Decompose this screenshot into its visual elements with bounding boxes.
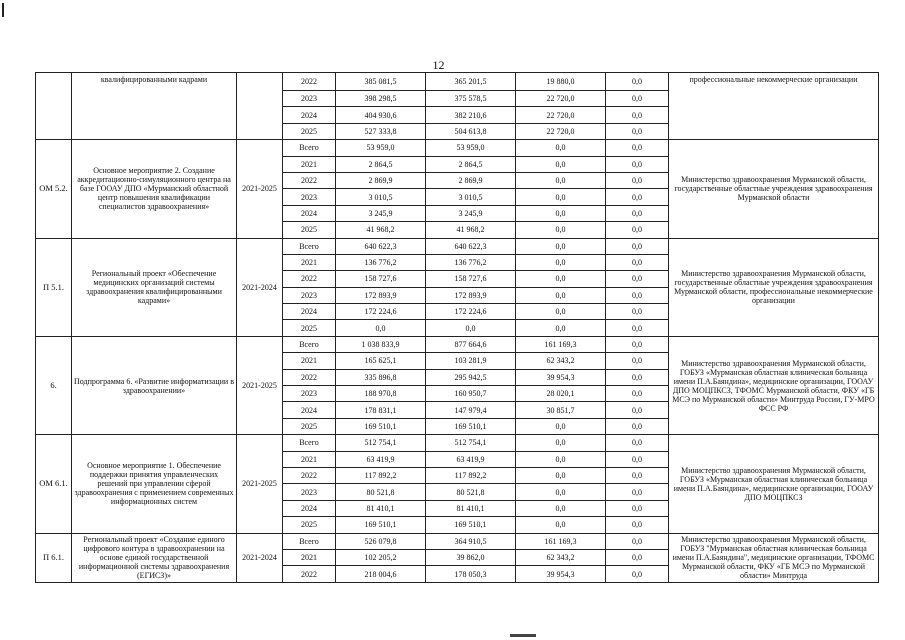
table-row — [36, 533, 879, 549]
financing-table — [35, 72, 879, 583]
other-sources-cell: 0,0 — [606, 353, 669, 369]
period-cell: 2021-2025 — [237, 140, 283, 238]
table-row — [36, 140, 879, 156]
measure-name-cell: Основное мероприятие 2. Создание аккредитационно-симуляционного центра на базе ГООАУ ДПО «Мурманский областной центр повышения квалификации специалистов здравоохранения» — [72, 140, 237, 238]
total-cell: 169 510,1 — [336, 517, 426, 533]
total-cell: 218 004,6 — [336, 566, 426, 582]
responsible-cell: Министерство здравоохранения Мурманской области, государственные областные учреждения здравоохранения Мурманской области — [669, 140, 879, 238]
federal-budget-cell: 161 169,3 — [516, 533, 606, 549]
other-sources-cell: 0,0 — [606, 222, 669, 238]
year-cell: 2022 — [283, 467, 336, 483]
year-cell: 2021 — [283, 156, 336, 172]
regional-budget-cell: 364 910,5 — [426, 533, 516, 549]
federal-budget-cell: 0,0 — [516, 156, 606, 172]
table-row — [36, 435, 879, 451]
measure-name-cell: Региональный проект «Обеспечение медицинских организаций системы здравоохранения квалифицированными кадрами» — [72, 238, 237, 336]
other-sources-cell: 0,0 — [606, 189, 669, 205]
other-sources-cell: 0,0 — [606, 156, 669, 172]
regional-budget-cell: 147 979,4 — [426, 402, 516, 418]
regional-budget-cell: 382 210,6 — [426, 107, 516, 123]
measure-name-cell: Региональный проект «Создание единого цифрового контура в здравоохранении на основе единой государственной информационной системы здравоохранения (ЕГИСЗ)» — [72, 533, 237, 582]
federal-budget-cell: 0,0 — [516, 189, 606, 205]
regional-budget-cell: 136 776,2 — [426, 254, 516, 270]
year-cell: Всего — [283, 435, 336, 451]
period-cell: 2021-2025 — [237, 336, 283, 434]
other-sources-cell: 0,0 — [606, 451, 669, 467]
regional-budget-cell: 53 959,0 — [426, 140, 516, 156]
year-cell: 2021 — [283, 549, 336, 565]
table-body — [36, 73, 879, 583]
other-sources-cell: 0,0 — [606, 107, 669, 123]
federal-budget-cell: 22 720,0 — [516, 123, 606, 139]
year-cell: 2022 — [283, 73, 336, 91]
other-sources-cell: 0,0 — [606, 566, 669, 582]
other-sources-cell: 0,0 — [606, 435, 669, 451]
other-sources-cell: 0,0 — [606, 533, 669, 549]
other-sources-cell: 0,0 — [606, 369, 669, 385]
year-cell: Всего — [283, 140, 336, 156]
regional-budget-cell: 81 410,1 — [426, 500, 516, 516]
regional-budget-cell: 178 050,3 — [426, 566, 516, 582]
regional-budget-cell: 103 281,9 — [426, 353, 516, 369]
period-cell — [237, 73, 283, 140]
federal-budget-cell: 28 020,1 — [516, 386, 606, 402]
total-cell: 1 038 833,9 — [336, 336, 426, 352]
total-cell: 117 892,2 — [336, 467, 426, 483]
federal-budget-cell: 30 851,7 — [516, 402, 606, 418]
year-cell: 2024 — [283, 304, 336, 320]
federal-budget-cell: 0,0 — [516, 517, 606, 533]
other-sources-cell: 0,0 — [606, 304, 669, 320]
measure-name-cell: квалифицированными кадрами — [72, 73, 237, 140]
federal-budget-cell: 19 880,0 — [516, 73, 606, 91]
row-code-cell: ОМ 5.2. — [36, 140, 72, 238]
year-cell: 2023 — [283, 484, 336, 500]
regional-budget-cell: 169 510,1 — [426, 418, 516, 434]
total-cell: 398 298,5 — [336, 91, 426, 107]
total-cell: 136 776,2 — [336, 254, 426, 270]
federal-budget-cell: 0,0 — [516, 451, 606, 467]
total-cell: 158 727,6 — [336, 271, 426, 287]
federal-budget-cell: 0,0 — [516, 484, 606, 500]
federal-budget-cell: 0,0 — [516, 500, 606, 516]
table-row — [36, 336, 879, 352]
regional-budget-cell: 375 578,5 — [426, 91, 516, 107]
year-cell: Всего — [283, 238, 336, 254]
page-number: 12 — [432, 58, 445, 72]
regional-budget-cell: 158 727,6 — [426, 271, 516, 287]
other-sources-cell: 0,0 — [606, 517, 669, 533]
regional-budget-cell: 3 245,9 — [426, 205, 516, 221]
total-cell: 63 419,9 — [336, 451, 426, 467]
regional-budget-cell: 160 950,7 — [426, 386, 516, 402]
period-cell: 2021-2024 — [237, 533, 283, 582]
federal-budget-cell: 0,0 — [516, 254, 606, 270]
year-cell: 2023 — [283, 287, 336, 303]
total-cell: 165 625,1 — [336, 353, 426, 369]
total-cell: 169 510,1 — [336, 418, 426, 434]
regional-budget-cell: 172 224,6 — [426, 304, 516, 320]
regional-budget-cell: 3 010,5 — [426, 189, 516, 205]
scan-corner-mark — [2, 3, 4, 17]
table-row — [36, 73, 879, 91]
other-sources-cell: 0,0 — [606, 418, 669, 434]
regional-budget-cell: 365 201,5 — [426, 73, 516, 91]
other-sources-cell: 0,0 — [606, 91, 669, 107]
other-sources-cell: 0,0 — [606, 386, 669, 402]
federal-budget-cell: 0,0 — [516, 287, 606, 303]
regional-budget-cell: 0,0 — [426, 320, 516, 336]
year-cell: 2024 — [283, 402, 336, 418]
year-cell: Всего — [283, 533, 336, 549]
period-cell: 2021-2024 — [237, 238, 283, 336]
federal-budget-cell: 0,0 — [516, 320, 606, 336]
year-cell: 2021 — [283, 353, 336, 369]
year-cell: 2025 — [283, 320, 336, 336]
other-sources-cell: 0,0 — [606, 140, 669, 156]
responsible-cell: Министерство здравоохранения Мурманской области, ГОБУЗ «Мурманская областная клиническая больница имени П.А.Баяндина», медицинские организации, ГООАУ ДПО МОЦПКСЗ, ТФОМС Мурманской области, ФКУ «ГБ МСЭ по Мурманской области» Минтруда России, ГУ-МРО ФСС РФ — [669, 336, 879, 434]
other-sources-cell: 0,0 — [606, 402, 669, 418]
total-cell: 178 831,1 — [336, 402, 426, 418]
federal-budget-cell: 0,0 — [516, 467, 606, 483]
year-cell: 2024 — [283, 107, 336, 123]
other-sources-cell: 0,0 — [606, 254, 669, 270]
row-code-cell: 6. — [36, 336, 72, 434]
federal-budget-cell: 62 343,2 — [516, 353, 606, 369]
regional-budget-cell: 63 419,9 — [426, 451, 516, 467]
year-cell: 2025 — [283, 418, 336, 434]
federal-budget-cell: 39 954,3 — [516, 566, 606, 582]
total-cell: 2 869,9 — [336, 172, 426, 188]
year-cell: 2025 — [283, 123, 336, 139]
total-cell: 53 959,0 — [336, 140, 426, 156]
other-sources-cell: 0,0 — [606, 205, 669, 221]
responsible-cell: Министерство здравоохранения Мурманской области, государственные областные учреждения здравоохранения Мурманской области, профессиональные некоммерческие организации — [669, 238, 879, 336]
regional-budget-cell: 117 892,2 — [426, 467, 516, 483]
year-cell: Всего — [283, 336, 336, 352]
year-cell: 2021 — [283, 254, 336, 270]
federal-budget-cell: 0,0 — [516, 304, 606, 320]
row-code-cell: ОМ 6.1. — [36, 435, 72, 533]
federal-budget-cell: 0,0 — [516, 172, 606, 188]
year-cell: 2025 — [283, 222, 336, 238]
regional-budget-cell: 80 521,8 — [426, 484, 516, 500]
other-sources-cell: 0,0 — [606, 549, 669, 565]
regional-budget-cell: 877 664,6 — [426, 336, 516, 352]
total-cell: 81 410,1 — [336, 500, 426, 516]
regional-budget-cell: 512 754,1 — [426, 435, 516, 451]
year-cell: 2024 — [283, 500, 336, 516]
federal-budget-cell: 39 954,3 — [516, 369, 606, 385]
regional-budget-cell: 169 510,1 — [426, 517, 516, 533]
total-cell: 172 224,6 — [336, 304, 426, 320]
federal-budget-cell: 0,0 — [516, 205, 606, 221]
regional-budget-cell: 295 942,5 — [426, 369, 516, 385]
year-cell: 2023 — [283, 386, 336, 402]
other-sources-cell: 0,0 — [606, 287, 669, 303]
other-sources-cell: 0,0 — [606, 238, 669, 254]
responsible-cell: Министерство здравоохранения Мурманской области, ГОБУЗ "Мурманская областная клиническая больница имени П.А.Баяндина", медицинские организации, ТФОМС Мурманской области, ФКУ «ГБ МСЭ по Мурманской области» Минтруда — [669, 533, 879, 582]
total-cell: 172 893,9 — [336, 287, 426, 303]
federal-budget-cell: 22 720,0 — [516, 91, 606, 107]
year-cell: 2022 — [283, 271, 336, 287]
measure-name-cell: Основное мероприятие 1. Обеспечение поддержки принятия управленческих решений при управлении сферой здравоохранения с применением современных информационных систем — [72, 435, 237, 533]
scan-bottom-mark — [510, 634, 536, 637]
federal-budget-cell: 0,0 — [516, 238, 606, 254]
total-cell: 102 205,2 — [336, 549, 426, 565]
other-sources-cell: 0,0 — [606, 336, 669, 352]
year-cell: 2023 — [283, 91, 336, 107]
federal-budget-cell: 0,0 — [516, 435, 606, 451]
total-cell: 404 930,6 — [336, 107, 426, 123]
other-sources-cell: 0,0 — [606, 467, 669, 483]
other-sources-cell: 0,0 — [606, 500, 669, 516]
regional-budget-cell: 41 968,2 — [426, 222, 516, 238]
total-cell: 527 333,8 — [336, 123, 426, 139]
total-cell: 2 864,5 — [336, 156, 426, 172]
table-row — [36, 238, 879, 254]
responsible-cell: Министерство здравоохранения Мурманской области, ГОБУЗ «Мурманская областная клиническая больница имени П.А.Баяндина», медицинские организации, ГООАУ ДПО МОЦПКСЗ — [669, 435, 879, 533]
regional-budget-cell: 172 893,9 — [426, 287, 516, 303]
period-cell: 2021-2025 — [237, 435, 283, 533]
total-cell: 640 622,3 — [336, 238, 426, 254]
regional-budget-cell: 39 862,0 — [426, 549, 516, 565]
responsible-cell: профессиональные некоммерческие организации — [669, 73, 879, 140]
year-cell: 2025 — [283, 517, 336, 533]
total-cell: 80 521,8 — [336, 484, 426, 500]
federal-budget-cell: 0,0 — [516, 140, 606, 156]
total-cell: 0,0 — [336, 320, 426, 336]
row-code-cell: П 5.1. — [36, 238, 72, 336]
total-cell: 526 079,8 — [336, 533, 426, 549]
other-sources-cell: 0,0 — [606, 320, 669, 336]
other-sources-cell: 0,0 — [606, 123, 669, 139]
federal-budget-cell: 62 343,2 — [516, 549, 606, 565]
total-cell: 385 081,5 — [336, 73, 426, 91]
year-cell: 2024 — [283, 205, 336, 221]
regional-budget-cell: 640 622,3 — [426, 238, 516, 254]
regional-budget-cell: 2 864,5 — [426, 156, 516, 172]
row-code-cell — [36, 73, 72, 140]
total-cell: 3 245,9 — [336, 205, 426, 221]
federal-budget-cell: 22 720,0 — [516, 107, 606, 123]
total-cell: 41 968,2 — [336, 222, 426, 238]
total-cell: 512 754,1 — [336, 435, 426, 451]
measure-name-cell: Подпрограмма 6. «Развитие информатизации в здравоохранении» — [72, 336, 237, 434]
total-cell: 188 970,8 — [336, 386, 426, 402]
federal-budget-cell: 0,0 — [516, 418, 606, 434]
year-cell: 2022 — [283, 172, 336, 188]
year-cell: 2022 — [283, 566, 336, 582]
row-code-cell: П 6.1. — [36, 533, 72, 582]
other-sources-cell: 0,0 — [606, 73, 669, 91]
year-cell: 2021 — [283, 451, 336, 467]
other-sources-cell: 0,0 — [606, 172, 669, 188]
year-cell: 2022 — [283, 369, 336, 385]
other-sources-cell: 0,0 — [606, 271, 669, 287]
regional-budget-cell: 2 869,9 — [426, 172, 516, 188]
federal-budget-cell: 161 169,3 — [516, 336, 606, 352]
regional-budget-cell: 504 613,8 — [426, 123, 516, 139]
total-cell: 335 896,8 — [336, 369, 426, 385]
year-cell: 2023 — [283, 189, 336, 205]
total-cell: 3 010,5 — [336, 189, 426, 205]
federal-budget-cell: 0,0 — [516, 271, 606, 287]
other-sources-cell: 0,0 — [606, 484, 669, 500]
federal-budget-cell: 0,0 — [516, 222, 606, 238]
